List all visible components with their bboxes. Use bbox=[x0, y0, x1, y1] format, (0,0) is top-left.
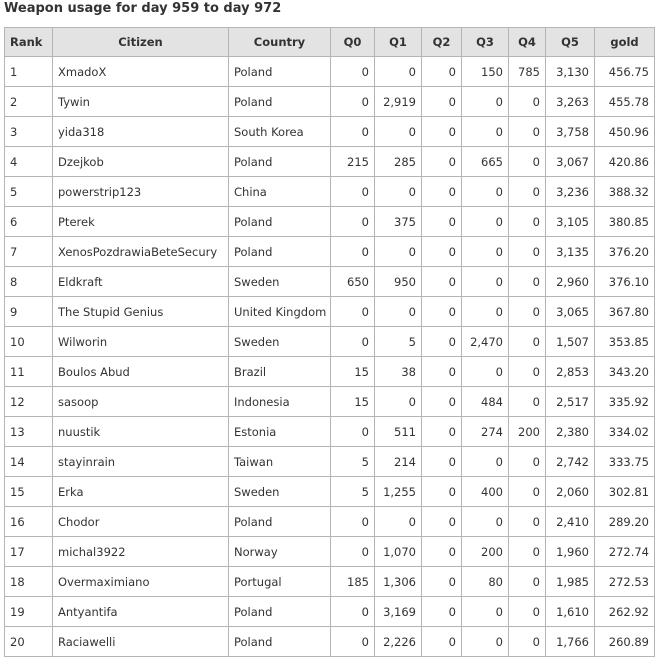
q3-cell: 80 bbox=[462, 567, 509, 597]
rank-cell: 14 bbox=[5, 447, 53, 477]
q4-cell: 0 bbox=[509, 297, 546, 327]
q1-cell: 2,919 bbox=[375, 87, 422, 117]
gold-cell: 262.92 bbox=[595, 597, 655, 627]
rank-cell: 5 bbox=[5, 177, 53, 207]
rank-cell: 3 bbox=[5, 117, 53, 147]
gold-cell: 272.74 bbox=[595, 537, 655, 567]
q1-cell: 285 bbox=[375, 147, 422, 177]
q5-cell: 2,742 bbox=[546, 447, 595, 477]
q5-cell: 2,517 bbox=[546, 387, 595, 417]
q0-cell: 5 bbox=[331, 447, 375, 477]
q4-cell: 0 bbox=[509, 177, 546, 207]
q1-cell: 0 bbox=[375, 117, 422, 147]
q5-cell: 2,380 bbox=[546, 417, 595, 447]
q3-cell: 2,470 bbox=[462, 327, 509, 357]
citizen-link[interactable]: stayinrain bbox=[53, 447, 229, 477]
table-row bbox=[5, 447, 655, 477]
country-link[interactable]: Poland bbox=[229, 237, 331, 267]
q5-cell: 2,853 bbox=[546, 357, 595, 387]
q3-cell: 0 bbox=[462, 267, 509, 297]
q5-cell: 2,060 bbox=[546, 477, 595, 507]
table-row bbox=[5, 507, 655, 537]
citizen-link[interactable]: powerstrip123 bbox=[53, 177, 229, 207]
country-link[interactable]: China bbox=[229, 177, 331, 207]
q1-cell: 38 bbox=[375, 357, 422, 387]
table-row bbox=[5, 477, 655, 507]
q3-cell: 0 bbox=[462, 87, 509, 117]
q5-cell: 3,105 bbox=[546, 207, 595, 237]
q3-cell: 0 bbox=[462, 237, 509, 267]
gold-cell: 343.20 bbox=[595, 357, 655, 387]
table-row bbox=[5, 267, 655, 297]
country-link[interactable]: Poland bbox=[229, 147, 331, 177]
table-row bbox=[5, 417, 655, 447]
table-row bbox=[5, 207, 655, 237]
gold-cell: 353.85 bbox=[595, 327, 655, 357]
q3-cell: 0 bbox=[462, 207, 509, 237]
column-header-citizen[interactable]: Citizen bbox=[53, 28, 229, 57]
citizen-link[interactable]: XmadoX bbox=[53, 57, 229, 87]
q3-cell: 665 bbox=[462, 147, 509, 177]
q1-cell: 511 bbox=[375, 417, 422, 447]
table-row bbox=[5, 357, 655, 387]
q0-cell: 0 bbox=[331, 537, 375, 567]
rank-cell: 11 bbox=[5, 357, 53, 387]
country-link[interactable]: Poland bbox=[229, 627, 331, 657]
rank-cell: 18 bbox=[5, 567, 53, 597]
q3-cell: 0 bbox=[462, 507, 509, 537]
q0-cell: 185 bbox=[331, 567, 375, 597]
q2-cell: 0 bbox=[422, 177, 462, 207]
country-link[interactable]: Sweden bbox=[229, 267, 331, 297]
column-header-q2[interactable]: Q2 bbox=[422, 28, 462, 57]
table-body bbox=[5, 57, 655, 657]
q1-cell: 2,226 bbox=[375, 627, 422, 657]
page-title: Weapon usage for day 959 to day 972 bbox=[4, 1, 282, 16]
q3-cell: 0 bbox=[462, 627, 509, 657]
q1-cell: 375 bbox=[375, 207, 422, 237]
q3-cell: 0 bbox=[462, 447, 509, 477]
rank-cell: 10 bbox=[5, 327, 53, 357]
q2-cell: 0 bbox=[422, 327, 462, 357]
q0-cell: 0 bbox=[331, 507, 375, 537]
q0-cell: 0 bbox=[331, 207, 375, 237]
q5-cell: 1,507 bbox=[546, 327, 595, 357]
q5-cell: 1,610 bbox=[546, 597, 595, 627]
q0-cell: 215 bbox=[331, 147, 375, 177]
rank-cell: 8 bbox=[5, 267, 53, 297]
citizen-link[interactable]: Eldkraft bbox=[53, 267, 229, 297]
citizen-link[interactable]: Pterek bbox=[53, 207, 229, 237]
q0-cell: 15 bbox=[331, 357, 375, 387]
gold-cell: 456.75 bbox=[595, 57, 655, 87]
q0-cell: 0 bbox=[331, 117, 375, 147]
q2-cell: 0 bbox=[422, 567, 462, 597]
citizen-link[interactable]: Chodor bbox=[53, 507, 229, 537]
q4-cell: 0 bbox=[509, 357, 546, 387]
q4-cell: 0 bbox=[509, 537, 546, 567]
q2-cell: 0 bbox=[422, 147, 462, 177]
rank-cell: 19 bbox=[5, 597, 53, 627]
q1-cell: 0 bbox=[375, 297, 422, 327]
q3-cell: 484 bbox=[462, 387, 509, 417]
country-link[interactable]: Sweden bbox=[229, 477, 331, 507]
gold-cell: 455.78 bbox=[595, 87, 655, 117]
table-row bbox=[5, 537, 655, 567]
country-link[interactable]: Estonia bbox=[229, 417, 331, 447]
q0-cell: 0 bbox=[331, 627, 375, 657]
gold-cell: 380.85 bbox=[595, 207, 655, 237]
rank-cell: 7 bbox=[5, 237, 53, 267]
citizen-link[interactable]: Overmaximiano bbox=[53, 567, 229, 597]
column-header-rank[interactable]: Rank bbox=[5, 28, 53, 57]
q2-cell: 0 bbox=[422, 57, 462, 87]
citizen-link[interactable]: Tywin bbox=[53, 87, 229, 117]
citizen-link[interactable]: Antyantifa bbox=[53, 597, 229, 627]
q5-cell: 3,135 bbox=[546, 237, 595, 267]
gold-cell: 260.89 bbox=[595, 627, 655, 657]
rank-cell: 9 bbox=[5, 297, 53, 327]
q2-cell: 0 bbox=[422, 627, 462, 657]
q4-cell: 0 bbox=[509, 237, 546, 267]
q4-cell: 0 bbox=[509, 327, 546, 357]
q1-cell: 214 bbox=[375, 447, 422, 477]
q5-cell: 3,263 bbox=[546, 87, 595, 117]
q2-cell: 0 bbox=[422, 507, 462, 537]
country-link[interactable]: United Kingdom bbox=[229, 297, 331, 327]
q5-cell: 2,960 bbox=[546, 267, 595, 297]
gold-cell: 335.92 bbox=[595, 387, 655, 417]
q3-cell: 400 bbox=[462, 477, 509, 507]
gold-cell: 376.20 bbox=[595, 237, 655, 267]
q4-cell: 0 bbox=[509, 117, 546, 147]
q0-cell: 0 bbox=[331, 597, 375, 627]
q3-cell: 0 bbox=[462, 597, 509, 627]
country-link[interactable]: Taiwan bbox=[229, 447, 331, 477]
q2-cell: 0 bbox=[422, 297, 462, 327]
gold-cell: 334.02 bbox=[595, 417, 655, 447]
q0-cell: 0 bbox=[331, 297, 375, 327]
table-row bbox=[5, 177, 655, 207]
q1-cell: 0 bbox=[375, 237, 422, 267]
citizen-link[interactable]: Raciawelli bbox=[53, 627, 229, 657]
q1-cell: 0 bbox=[375, 507, 422, 537]
citizen-link[interactable]: Erka bbox=[53, 477, 229, 507]
table-row bbox=[5, 387, 655, 417]
q0-cell: 0 bbox=[331, 177, 375, 207]
gold-cell: 289.20 bbox=[595, 507, 655, 537]
table-row bbox=[5, 627, 655, 657]
q0-cell: 15 bbox=[331, 387, 375, 417]
country-link[interactable]: Portugal bbox=[229, 567, 331, 597]
rank-cell: 4 bbox=[5, 147, 53, 177]
q4-cell: 200 bbox=[509, 417, 546, 447]
q4-cell: 0 bbox=[509, 267, 546, 297]
q5-cell: 1,960 bbox=[546, 537, 595, 567]
q4-cell: 0 bbox=[509, 207, 546, 237]
q4-cell: 0 bbox=[509, 387, 546, 417]
table-row bbox=[5, 567, 655, 597]
citizen-link[interactable]: XenosPozdrawiaBeteSecury bbox=[53, 237, 229, 267]
rank-cell: 20 bbox=[5, 627, 53, 657]
q1-cell: 1,070 bbox=[375, 537, 422, 567]
gold-cell: 388.32 bbox=[595, 177, 655, 207]
country-link[interactable]: Norway bbox=[229, 537, 331, 567]
q3-cell: 0 bbox=[462, 297, 509, 327]
q0-cell: 0 bbox=[331, 237, 375, 267]
gold-cell: 272.53 bbox=[595, 567, 655, 597]
column-header-q3[interactable]: Q3 bbox=[462, 28, 509, 57]
q0-cell: 0 bbox=[331, 87, 375, 117]
q1-cell: 0 bbox=[375, 57, 422, 87]
q3-cell: 150 bbox=[462, 57, 509, 87]
q4-cell: 0 bbox=[509, 627, 546, 657]
q5-cell: 3,236 bbox=[546, 177, 595, 207]
q5-cell: 2,410 bbox=[546, 507, 595, 537]
q3-cell: 274 bbox=[462, 417, 509, 447]
q2-cell: 0 bbox=[422, 387, 462, 417]
citizen-link[interactable]: yida318 bbox=[53, 117, 229, 147]
q4-cell: 0 bbox=[509, 567, 546, 597]
q2-cell: 0 bbox=[422, 447, 462, 477]
table-row bbox=[5, 327, 655, 357]
q1-cell: 1,306 bbox=[375, 567, 422, 597]
rank-cell: 6 bbox=[5, 207, 53, 237]
q3-cell: 0 bbox=[462, 177, 509, 207]
q5-cell: 3,130 bbox=[546, 57, 595, 87]
citizen-link[interactable]: nuustik bbox=[53, 417, 229, 447]
q1-cell: 0 bbox=[375, 177, 422, 207]
q2-cell: 0 bbox=[422, 597, 462, 627]
table-row bbox=[5, 57, 655, 87]
country-link[interactable]: Indonesia bbox=[229, 387, 331, 417]
q5-cell: 1,985 bbox=[546, 567, 595, 597]
q5-cell: 3,758 bbox=[546, 117, 595, 147]
q4-cell: 785 bbox=[509, 57, 546, 87]
table-row bbox=[5, 597, 655, 627]
citizen-link[interactable]: Wilworin bbox=[53, 327, 229, 357]
country-link[interactable]: Brazil bbox=[229, 357, 331, 387]
q5-cell: 1,766 bbox=[546, 627, 595, 657]
q3-cell: 200 bbox=[462, 537, 509, 567]
rank-cell: 1 bbox=[5, 57, 53, 87]
column-header-gold[interactable]: gold bbox=[595, 28, 655, 57]
table-row bbox=[5, 147, 655, 177]
q4-cell: 0 bbox=[509, 447, 546, 477]
q1-cell: 950 bbox=[375, 267, 422, 297]
column-header-q4[interactable]: Q4 bbox=[509, 28, 546, 57]
citizen-link[interactable]: sasoop bbox=[53, 387, 229, 417]
table-row bbox=[5, 87, 655, 117]
q1-cell: 0 bbox=[375, 387, 422, 417]
weapon-usage-table bbox=[4, 27, 655, 657]
q0-cell: 5 bbox=[331, 477, 375, 507]
q4-cell: 0 bbox=[509, 477, 546, 507]
gold-cell: 302.81 bbox=[595, 477, 655, 507]
q5-cell: 3,067 bbox=[546, 147, 595, 177]
gold-cell: 333.75 bbox=[595, 447, 655, 477]
q3-cell: 0 bbox=[462, 357, 509, 387]
q3-cell: 0 bbox=[462, 117, 509, 147]
country-link[interactable]: Poland bbox=[229, 57, 331, 87]
citizen-link[interactable]: The Stupid Genius bbox=[53, 297, 229, 327]
rank-cell: 12 bbox=[5, 387, 53, 417]
table-row bbox=[5, 117, 655, 147]
country-link[interactable]: South Korea bbox=[229, 117, 331, 147]
gold-cell: 420.86 bbox=[595, 147, 655, 177]
country-link[interactable]: Poland bbox=[229, 507, 331, 537]
country-link[interactable]: Poland bbox=[229, 207, 331, 237]
q4-cell: 0 bbox=[509, 597, 546, 627]
column-header-country[interactable]: Country bbox=[229, 28, 331, 57]
q4-cell: 0 bbox=[509, 507, 546, 537]
q2-cell: 0 bbox=[422, 237, 462, 267]
q2-cell: 0 bbox=[422, 477, 462, 507]
rank-cell: 2 bbox=[5, 87, 53, 117]
column-header-q0[interactable]: Q0 bbox=[331, 28, 375, 57]
q2-cell: 0 bbox=[422, 537, 462, 567]
q2-cell: 0 bbox=[422, 87, 462, 117]
gold-cell: 450.96 bbox=[595, 117, 655, 147]
citizen-link[interactable]: Boulos Abud bbox=[53, 357, 229, 387]
country-link[interactable]: Poland bbox=[229, 87, 331, 117]
gold-cell: 367.80 bbox=[595, 297, 655, 327]
citizen-link[interactable]: Dzejkob bbox=[53, 147, 229, 177]
q0-cell: 0 bbox=[331, 327, 375, 357]
rank-cell: 16 bbox=[5, 507, 53, 537]
country-link[interactable]: Sweden bbox=[229, 327, 331, 357]
q4-cell: 0 bbox=[509, 87, 546, 117]
citizen-link[interactable]: michal3922 bbox=[53, 537, 229, 567]
q0-cell: 0 bbox=[331, 417, 375, 447]
q2-cell: 0 bbox=[422, 417, 462, 447]
table-header-row bbox=[5, 28, 655, 57]
q1-cell: 5 bbox=[375, 327, 422, 357]
q2-cell: 0 bbox=[422, 117, 462, 147]
q5-cell: 3,065 bbox=[546, 297, 595, 327]
rank-cell: 13 bbox=[5, 417, 53, 447]
column-header-q5[interactable]: Q5 bbox=[546, 28, 595, 57]
rank-cell: 17 bbox=[5, 537, 53, 567]
q2-cell: 0 bbox=[422, 207, 462, 237]
q1-cell: 3,169 bbox=[375, 597, 422, 627]
country-link[interactable]: Poland bbox=[229, 597, 331, 627]
gold-cell: 376.10 bbox=[595, 267, 655, 297]
q2-cell: 0 bbox=[422, 267, 462, 297]
q0-cell: 650 bbox=[331, 267, 375, 297]
q4-cell: 0 bbox=[509, 147, 546, 177]
column-header-q1[interactable]: Q1 bbox=[375, 28, 422, 57]
table-row bbox=[5, 297, 655, 327]
table-row bbox=[5, 237, 655, 267]
rank-cell: 15 bbox=[5, 477, 53, 507]
q2-cell: 0 bbox=[422, 357, 462, 387]
q0-cell: 0 bbox=[331, 57, 375, 87]
q1-cell: 1,255 bbox=[375, 477, 422, 507]
